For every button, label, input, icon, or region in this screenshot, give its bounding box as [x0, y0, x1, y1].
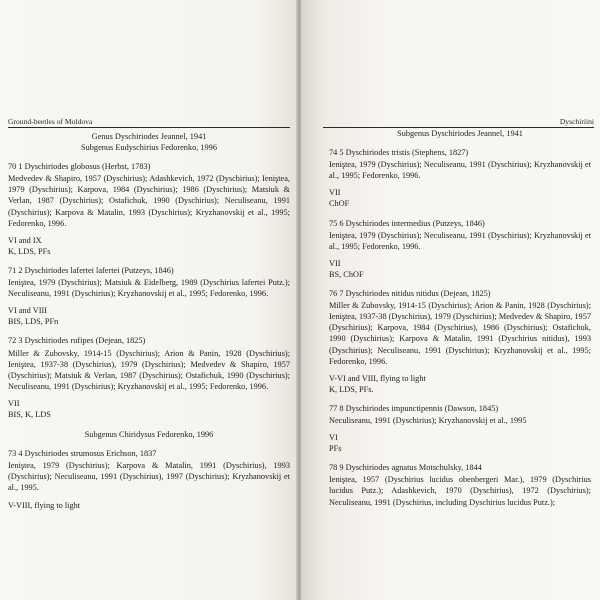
entry-references: Ieniştea, 1979 (Dyschirius); Karpova & Matalin, 1991 (Dyschirius), 1993 (Dyschirius); Neculiseanu, 1991 (Dyschirius), 1997 (Dyschirius); Kryzhanovskij et al., 1995.	[8, 461, 290, 493]
entry-title: 76 7 Dyschiriodes nitidus nitidus (Dejean, 1825)	[329, 289, 491, 299]
entry-references: Ieniştea, 1979 (Dyschirius); Neculiseanu, 1991 (Dyschirius); Kryzhanovskij et al., 1995; Fedorenko, 1996.	[329, 160, 591, 181]
entry-title: 78 9 Dyschiriodes agnatus Motschulsky, 1844	[329, 463, 482, 473]
entry-habitat: PFs	[329, 444, 342, 454]
species-entry	[329, 288, 591, 395]
entry-title: 73 4 Dyschiriodes strumosus Erichson, 1837	[8, 449, 157, 459]
entry-references: Ieniştea, 1957 (Dyschirius lucidus obenbergeri Mar.), 1979 (Dyschirius lucidus Putz.); Adashkevich, 1970 (Dyschirius), 1972 (Dyschirius); Neculiseanu, 1991 (Dyschirius, including Dyschirius lucidus Putz.);	[329, 475, 591, 507]
running-head-left: Ground-beetles of Moldova	[8, 117, 290, 128]
entry-months: VII	[329, 258, 341, 268]
entry-habitat: BIS, K, LDS	[8, 409, 51, 419]
entry-title: 77 8 Dyschiriodes impunctipennis (Dawson, 1845)	[329, 403, 499, 413]
entry-habitat: ChOF	[329, 199, 350, 209]
right-page	[301, 0, 600, 600]
entry-references: Medvedev & Shapiro, 1957 (Dyschirius); Adashkevich, 1972 (Dyschirius); Ieniştea, 1979 (Dyschirius); Karpova, 1984 (Dyschirius); 1986 (Dyschirius); Matsiuk & Verlan, 1987 (Dyschirius); Ostafichuk, 1990 (Dyschirius); Neculiseanu, 1991 (Dyschirius); Karpova & Matalin, 1993 (Dyschirius); Kryzhanovskij et al., 1995; Fedorenko, 1996.	[8, 174, 290, 228]
entry-references: Miller & Zubovsky, 1914-15 (Dyschirius); Arion & Panin, 1928 (Dyschirius); Ieniştea, 1937-38 (Dyschirius), 1979 (Dyschirius); Medvedev & Shapiro, 1957 (Dyschirius); Karpova, 1984 (Dyschirius), 1986 (Dyschirius); Ostafichuk, 1990 (Dyschirius); Karpova & Matalin, 1991 (Dyschirius nitidus), 1993 (Dyschirius); Neculiseanu, 1991 (Dyschirius); Kryzhanovskij et al., 1995; Fedorenko, 1996.	[329, 301, 591, 366]
genus-heading: Genus Dyschiriodes Jeannel, 1941	[91, 132, 207, 141]
left-page	[0, 0, 298, 600]
entry-references: Ieniştea, 1979 (Dyschirius); Neculiseanu, 1991 (Dyschirius); Kryzhanovskij et al., 1995; Fedorenko, 1996.	[329, 230, 591, 251]
subgenus-heading: Subgenus Dyschiriodes Jeannel, 1941	[397, 129, 523, 138]
entry-months: VII	[329, 188, 341, 198]
species-entry	[329, 147, 591, 209]
subgenus-heading: Subgenus Chiridysus Fedorenko, 1996	[84, 430, 214, 440]
left-page-content	[8, 131, 290, 511]
species-entry	[8, 161, 290, 257]
entry-title: 72 3 Dyschiriodes rufipes (Dejean, 1825)	[8, 336, 146, 346]
entry-title: 74 5 Dyschiriodes tristis (Stephens, 1827)	[329, 148, 469, 158]
entry-habitat: BIS, LDS, PFn	[8, 317, 59, 327]
species-entry	[329, 218, 591, 280]
entry-title: 75 6 Dyschiriodes intermedius (Putzeys, 1846)	[329, 218, 485, 228]
species-entry	[329, 403, 591, 454]
right-page-content	[329, 128, 591, 508]
entry-months: VII	[8, 398, 20, 408]
entry-habitat: BS, ChOF	[329, 269, 364, 279]
entry-title: 71 2 Dyschiriodes lafertei lafertei (Putzeys, 1846)	[8, 265, 174, 275]
species-entry	[8, 265, 290, 327]
entry-months: VI and VIII	[8, 306, 48, 316]
entry-months: V-VIII, flying to light	[8, 500, 81, 510]
entry-references: Ieniştea, 1979 (Dyschirius); Matsiuk & Eidelberg, 1989 (Dyschirius lafertei Putz.); Neculiseanu, 1991 (Dyschirius); Kryzhanovskij et al., 1995; Fedorenko, 1996.	[8, 278, 290, 299]
entry-title: 70 1 Dyschiriodes globosus (Herbst, 1783)	[8, 162, 151, 172]
species-entry	[8, 335, 290, 420]
species-entry	[8, 448, 290, 510]
subgenus-heading: Subgenus Eudyschirius Fedorenko, 1996	[81, 143, 217, 153]
entry-months: V-VI and VIII, flying to light	[329, 373, 426, 383]
entry-months: VI	[329, 433, 338, 443]
entry-references: Miller & Zubovsky, 1914-15 (Dyschirius); Arion & Panin, 1928 (Dyschirius); Ieniştea, 1937-38 (Dyschirius), 1979 (Dyschirius); Medvedev & Shapiro, 1957 (Dyschirius); Matsiuk & Verlan, 1987 (Dyschirius); Ostafichuk, 1990 (Dyschirius); Neculiseanu, 1991 (Dyschirius); Kryzhanovskij et al., 1995; Fedorenko, 1996.	[8, 348, 290, 391]
species-entry	[329, 462, 591, 507]
running-head-right: Dyschiriini	[323, 117, 594, 128]
entry-habitat: K, LDS, PFs.	[329, 384, 374, 394]
entry-months: VI and IX	[8, 235, 42, 245]
entry-habitat: K, LDS, PFs	[8, 246, 51, 256]
entry-references: Neculiseanu, 1991 (Dyschirius); Kryzhanovskij et al., 1995	[329, 415, 527, 425]
